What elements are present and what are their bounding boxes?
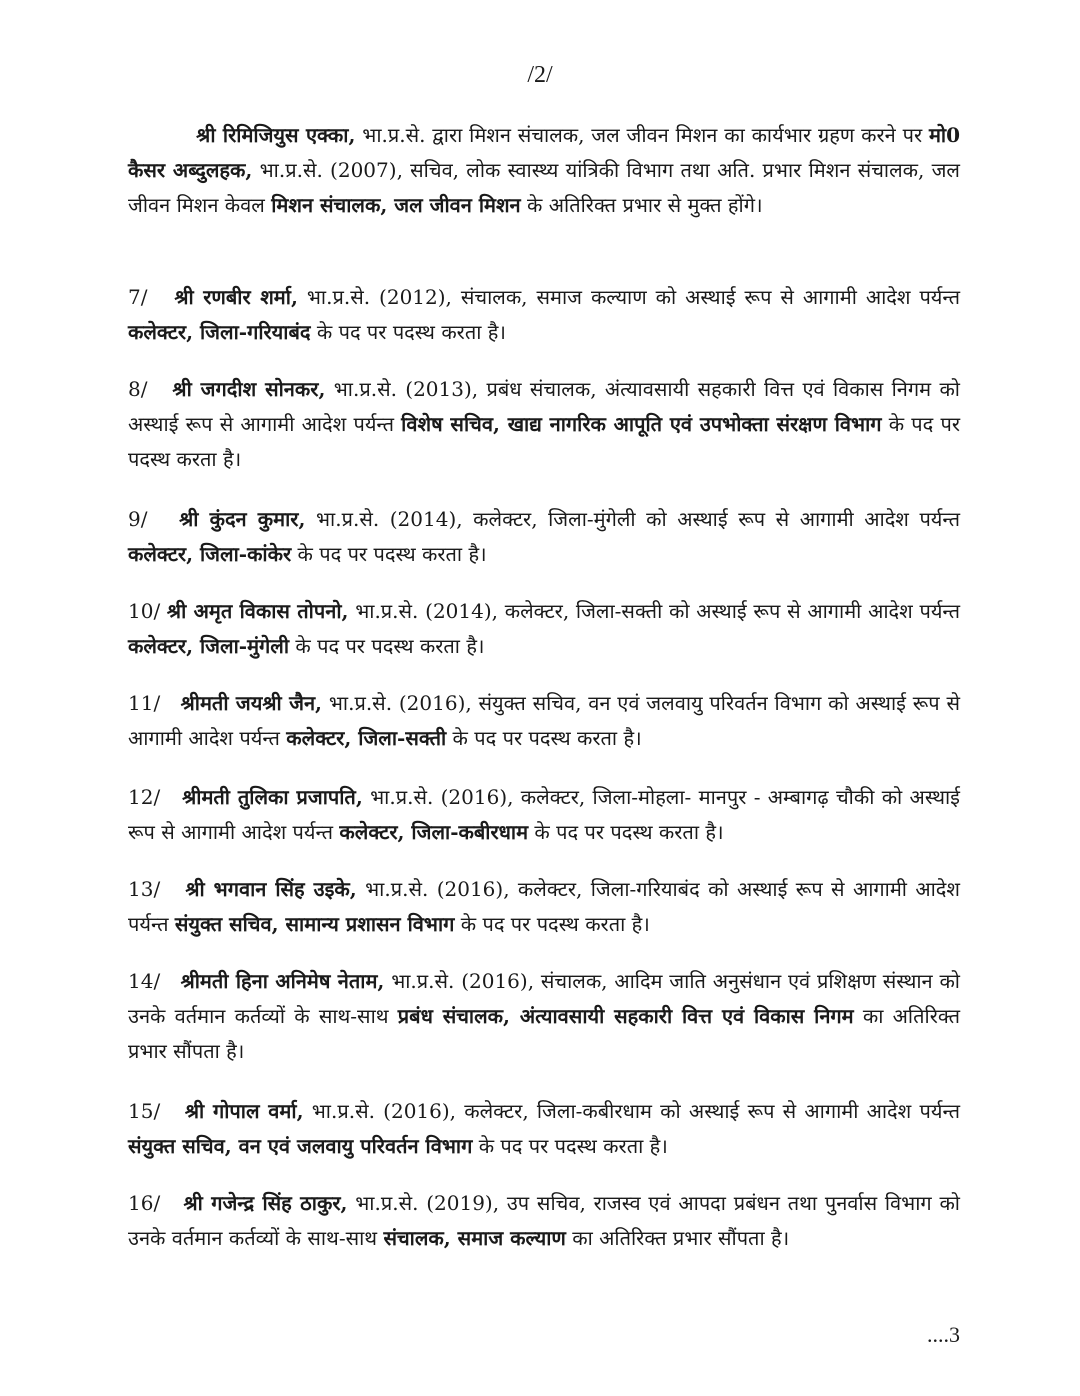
bold-text: कलेक्टर, जिला-गरियाबंद <box>128 320 311 344</box>
bold-text: श्री रणबीर शर्मा, <box>174 285 298 309</box>
text-run: 16/ <box>128 1191 184 1215</box>
bold-text: कलेक्टर, जिला-कबीरधाम <box>339 820 529 844</box>
bold-text: संयुक्त सचिव, सामान्य प्रशासन विभाग <box>174 912 455 936</box>
text-run: 15/ <box>128 1099 185 1123</box>
text-run: भा.प्र.से. (2019), उप सचिव, राजस्व एवं आपदा प्रबंधन तथा पुनर्वास विभाग को उनके वर्तमान कर्तव्यों के साथ-साथ <box>128 1191 967 1250</box>
order-paragraph <box>128 686 967 756</box>
text-run: 10/ <box>128 599 167 623</box>
continuation-marker: ....3 <box>927 1322 960 1347</box>
text-run: के पद पर पदस्थ करता है। <box>289 634 485 658</box>
text-run: भा.प्र.से. (2014), कलेक्टर, जिला-मुंगेली को अस्थाई रूप से आगामी आदेश पर्यन्त <box>305 507 967 531</box>
page-number: /2/ <box>527 62 553 88</box>
text-run: 7/ <box>128 285 175 309</box>
order-paragraph <box>128 594 967 664</box>
bold-text: प्रबंध संचालक, अंत्यावसायी सहकारी वित्त एवं विकास निगम <box>397 1004 854 1028</box>
text-run: 8/ <box>128 377 173 401</box>
text-run: भा.प्र.से. (2012), संचालक, समाज कल्याण को अस्थाई रूप से आगामी आदेश पर्यन्त <box>297 285 967 309</box>
bold-text: कलेक्टर, जिला-कांकेर <box>128 542 292 566</box>
text-run: भा.प्र.से. (2014), कलेक्टर, जिला-सक्ती को अस्थाई रूप से आगामी आदेश पर्यन्त <box>348 599 967 623</box>
text-run: भा.प्र.से. (2016), कलेक्टर, जिला-कबीरधाम को अस्थाई रूप से आगामी आदेश पर्यन्त <box>303 1099 967 1123</box>
text-run: भा.प्र.से. (2016), कलेक्टर, जिला-मोहला- मानपुर - अम्बागढ़ चौकी को अस्थाई रूप से आगामी आदेश पर्यन्त <box>128 785 967 844</box>
text-run: के पद पर पदस्थ करता है। <box>446 726 642 750</box>
order-paragraph <box>128 372 967 477</box>
text-run: 11/ <box>128 691 181 715</box>
bold-text: श्री कुंदन कुमार, <box>179 507 306 531</box>
bold-text: मो0 कैसर अब्दुलहक, <box>128 123 967 182</box>
text-run: के पद पर पदस्थ करता है। <box>128 412 967 471</box>
bold-text: मिशन संचालक, जल जीवन मिशन <box>271 193 521 217</box>
bold-text: श्रीमती हिना अनिमेष नेताम, <box>180 969 385 993</box>
text-run: भा.प्र.से. (2016), संचालक, आदिम जाति अनुसंधान एवं प्रशिक्षण संस्थान को उनके वर्तमान कर्तव्यों के साथ-साथ <box>128 969 967 1028</box>
order-paragraph <box>128 1186 967 1256</box>
bold-text: श्रीमती जयश्री जैन, <box>180 691 323 715</box>
bold-text: श्री रिमिजियुस एक्का, <box>196 123 356 147</box>
bold-text: श्री गोपाल वर्मा, <box>184 1099 304 1123</box>
text-run: के पद पर पदस्थ करता है। <box>291 542 487 566</box>
text-run: भा.प्र.से. (2013), प्रबंध संचालक, अंत्यावसायी सहकारी वित्त एवं विकास निगम को अस्थाई रूप से आगामी आदेश पर्यन्त <box>128 377 967 436</box>
text-run: 14/ <box>128 969 181 993</box>
order-paragraph <box>128 502 967 572</box>
text-run <box>128 123 196 147</box>
bold-text: श्री जगदीश सोनकर, <box>172 377 326 401</box>
text-run: के पद पर पदस्थ करता है। <box>472 1134 668 1158</box>
bold-text: श्रीमती तुलिका प्रजापति, <box>182 785 363 809</box>
text-run: भा.प्र.से. द्वारा मिशन संचालक, जल जीवन मिशन का कार्यभार ग्रहण करने पर <box>355 123 929 147</box>
text-run: भा.प्र.से. (2016), संयुक्त सचिव, वन एवं जलवायु परिवर्तन विभाग को अस्थाई रूप से आगामी आदेश पर्यन्त <box>128 691 967 750</box>
order-paragraph <box>128 1094 967 1164</box>
text-run: के पद पर पदस्थ करता है। <box>454 912 650 936</box>
bold-text: श्री गजेन्द्र सिंह ठाकुर, <box>183 1191 348 1215</box>
bold-text: संचालक, समाज कल्याण <box>383 1226 566 1250</box>
bold-text: श्री भगवान सिंह उइके, <box>185 877 357 901</box>
order-paragraph <box>128 964 967 1069</box>
text-run: के पद पर पदस्थ करता है। <box>528 820 724 844</box>
text-run: 12/ <box>128 785 183 809</box>
bold-text: कलेक्टर, जिला-मुंगेली <box>128 634 290 658</box>
order-paragraph <box>128 872 967 942</box>
bold-text: कलेक्टर, जिला-सक्ती <box>286 726 447 750</box>
text-run: भा.प्र.से. (2016), कलेक्टर, जिला-गरियाबंद को अस्थाई रूप से आगामी आदेश पर्यन्त <box>128 877 967 936</box>
order-paragraph <box>128 280 967 350</box>
text-run: के अतिरिक्त प्रभार से मुक्त होंगे। <box>520 193 763 217</box>
text-run: 13/ <box>128 877 186 901</box>
bold-text: श्री अमृत विकास तोपनो, <box>166 599 349 623</box>
text-run: का अतिरिक्त प्रभार सौंपता है। <box>565 1226 790 1250</box>
text-run: के पद पर पदस्थ करता है। <box>310 320 507 344</box>
text-run: भा.प्र.से. (2007), सचिव, लोक स्वास्थ्य यांत्रिकी विभाग तथा अति. प्रभार मिशन संचालक, जल जीवन मिशन केवल <box>128 158 967 217</box>
text-run: का अतिरिक्त प्रभार सौंपता है। <box>128 1004 967 1063</box>
bold-text: संयुक्त सचिव, वन एवं जलवायु परिवर्तन विभाग <box>128 1134 473 1158</box>
order-paragraph <box>128 118 967 223</box>
order-paragraph <box>128 780 967 850</box>
bold-text: विशेष सचिव, खाद्य नागरिक आपूति एवं उपभोक्ता संरक्षण विभाग <box>401 412 882 436</box>
text-run: 9/ <box>128 507 180 531</box>
